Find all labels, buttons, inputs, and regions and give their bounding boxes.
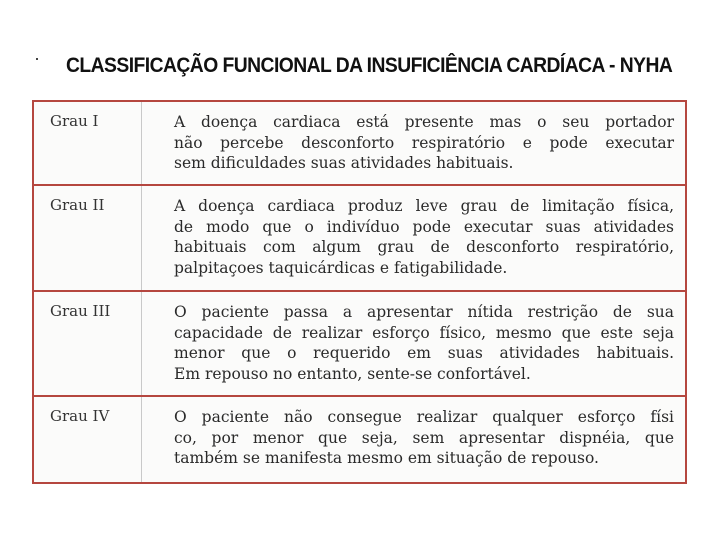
description-line: O paciente passa a apresentar nítida restrição de sua [174, 303, 674, 321]
grade-description [174, 302, 674, 384]
description-line: também se manifesta mesmo em situação de repouso. [174, 449, 599, 467]
description-line: capacidade de realizar esforço físico, mesmo que este seja [174, 323, 674, 342]
stray-mark [36, 58, 38, 60]
grade-label: Grau I [50, 112, 99, 130]
grade-label: Grau II [50, 196, 105, 214]
grade-description [174, 196, 674, 278]
description-line: de modo que o indivíduo pode executar suas atividades [174, 217, 674, 236]
grade-row-2 [34, 186, 685, 290]
grade-description [174, 112, 674, 174]
grade-label: Grau III [50, 302, 111, 320]
grade-row-1 [34, 102, 685, 184]
description-line: Em repouso no entanto, sente-se confortável. [174, 364, 531, 383]
description-line: O paciente não consegue realizar qualquer esforço físi [174, 408, 674, 426]
description-line: A doença cardiaca produz leve grau de limitação física, [174, 197, 674, 215]
description-line: co, por menor que seja, sem apresentar dispnéia, que [174, 428, 674, 447]
page-title: CLASSIFICAÇÃO FUNCIONAL DA INSUFICIÊNCIA CARDÍACA - NYHA [66, 54, 673, 77]
description-line: sem dificuldades suas atividades habituais. [174, 154, 514, 172]
description-line: habituais com algum grau de desconforto respiratório, [174, 238, 674, 256]
description-line: não percebe desconforto respiratório e pode executar [174, 133, 674, 152]
description-line: A doença cardiaca está presente mas o seu portador [174, 113, 674, 131]
grade-row-4 [34, 397, 685, 482]
grade-row-3 [34, 292, 685, 395]
grade-label: Grau IV [50, 407, 110, 425]
grade-description [174, 407, 674, 469]
description-line: palpitaçoes taquicárdicas e fatigabilidade. [174, 258, 508, 277]
description-line: menor que o requerido em suas atividades habituais. [174, 344, 674, 362]
classification-table [32, 100, 687, 484]
